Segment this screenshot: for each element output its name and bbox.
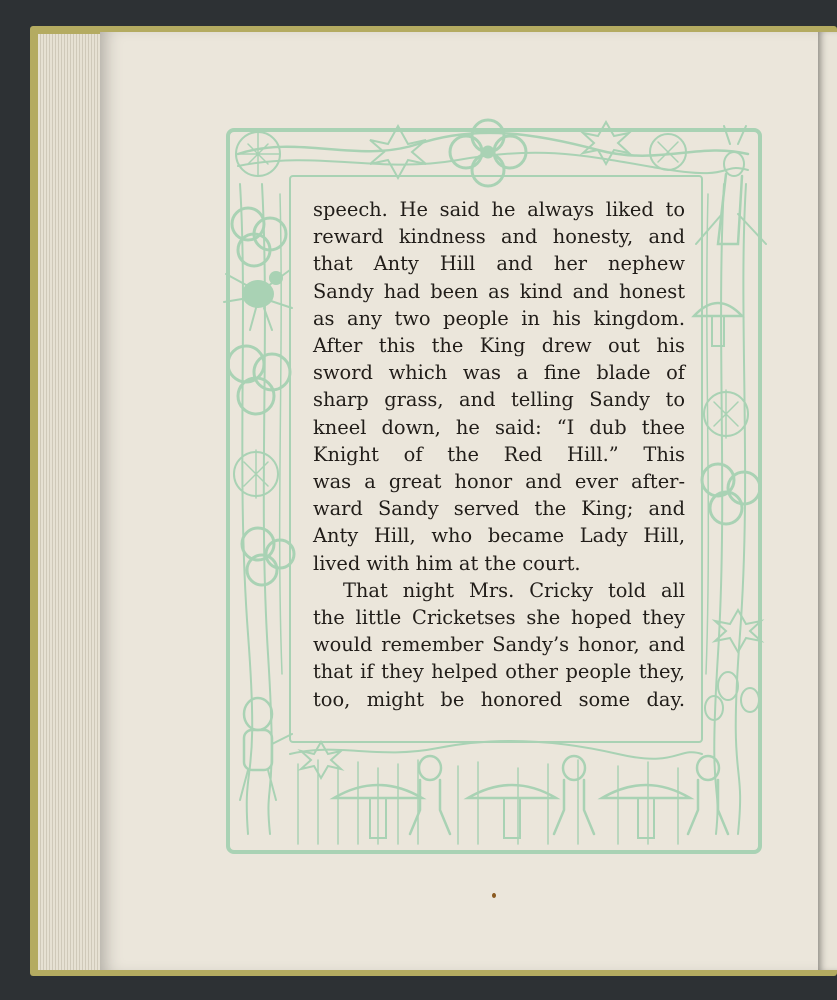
mushroom-cluster-icon [705, 672, 759, 720]
grasshopper-icon [696, 126, 766, 244]
clover-leaf-icon [228, 208, 294, 585]
text-line: That night Mrs. Cricky told all [343, 578, 685, 602]
text-line: kneel down, he said: “I dub thee [313, 415, 685, 439]
text-line: ward Sandy served the King; and [313, 497, 685, 521]
text-line: that if they helped other people they, [313, 660, 685, 684]
text-line: that Anty Hill and her nephew [313, 252, 685, 276]
facing-page-edge [818, 32, 837, 970]
text-line: Knight of the Red Hill.” This [313, 442, 685, 466]
clover-leaf-icon [702, 464, 760, 524]
mushroom-table-icon [334, 785, 690, 838]
ink-speck [492, 893, 496, 898]
text-line: Sandy had been as kind and honest [313, 279, 685, 303]
lily-flower-icon [715, 610, 761, 652]
text-line: lived with him at the court. [313, 551, 581, 575]
text-line: speech. He said he always liked to [313, 198, 685, 221]
lily-flower-icon [301, 742, 341, 778]
text-line: sharp grass, and telling Sandy to [313, 388, 685, 412]
text-line: sword which was a fine blade of [313, 361, 685, 385]
text-line: the little Cricketses she hoped they [313, 606, 685, 630]
text-line: as any two people in his kingdom. [313, 306, 685, 330]
text-line: would remember Sandy’s honor, and [313, 633, 685, 657]
story-text [313, 196, 685, 713]
text-line: Anty Hill, who became Lady Hill, [313, 524, 685, 548]
spider-icon [224, 270, 292, 330]
text-line: too, might be honored some day. [313, 687, 685, 711]
text-line: was a great honor and ever after- [313, 470, 685, 494]
page-edges [38, 34, 108, 970]
text-line: reward kindness and honesty, and [313, 225, 685, 249]
paragraph-2 [313, 577, 685, 713]
text-line: After this the King drew out his [313, 334, 685, 358]
paragraph-1 [313, 196, 685, 577]
